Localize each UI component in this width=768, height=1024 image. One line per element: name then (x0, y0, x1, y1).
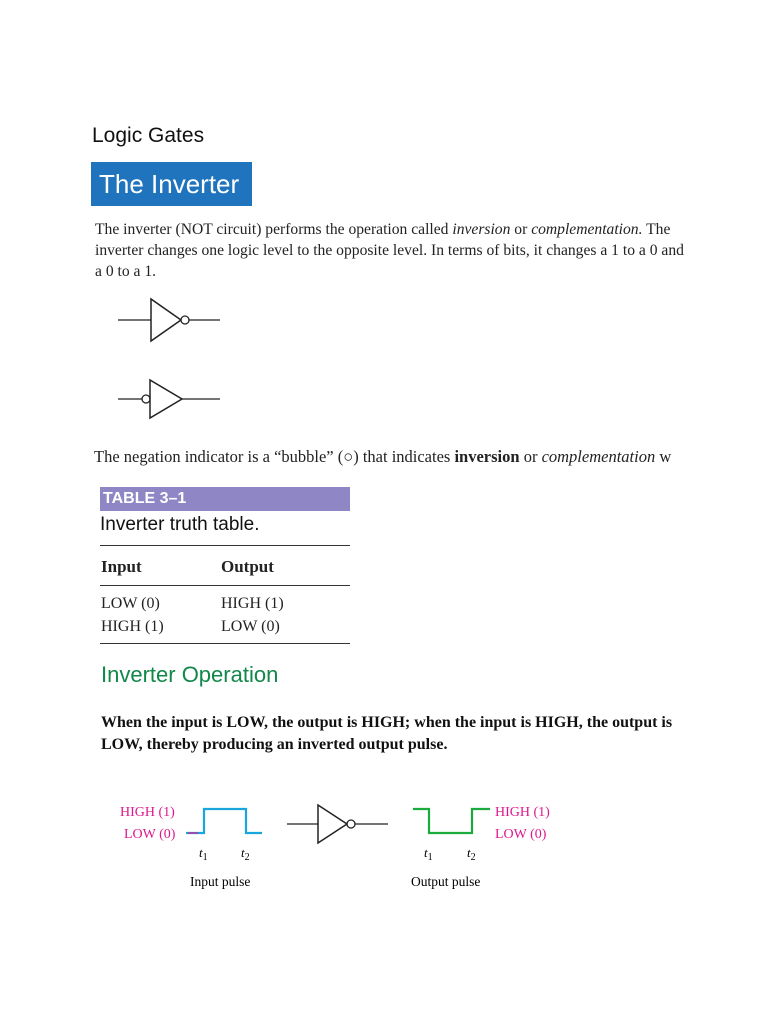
table-cell: HIGH (1) (221, 595, 284, 612)
table-top-rule (100, 545, 350, 546)
table-cell: HIGH (1) (101, 618, 164, 635)
input-pulse-caption: Input pulse (190, 874, 251, 889)
page-title: Logic Gates (92, 124, 205, 147)
input-t1-label: $t_1$ (199, 845, 208, 863)
output-high-label: HIGH (1) (495, 805, 550, 820)
intro-paragraph: The inverter (NOT circuit) performs the operation called inversion or complementation. The inverter changes one logic level to the opposite level. In terms of bits, it changes a 1 to a 0 and a 0 to a 1. (95, 221, 684, 280)
inverter-gate-icon (287, 805, 388, 843)
inverter-symbol-output-bubble (115, 295, 225, 345)
table-header-rule (100, 585, 350, 586)
output-low-label: LOW (0) (495, 827, 547, 842)
input-pulse-waveform (186, 809, 262, 833)
table-caption: Inverter truth table. (100, 514, 260, 535)
inverter-operation-diagram (100, 795, 580, 900)
input-low-label: LOW (0) (124, 827, 176, 842)
section-heading: Inverter Operation (101, 662, 279, 687)
table-cell: LOW (0) (101, 595, 160, 612)
inverter-symbol-input-bubble (115, 377, 225, 423)
output-t2-label: $t_2$ (467, 845, 476, 863)
table-label: TABLE 3–1 (100, 487, 350, 511)
input-t2-label: $t_2$ (241, 845, 250, 863)
table-header-input: Input (101, 557, 142, 576)
table-bottom-rule (100, 643, 350, 644)
table-cell: LOW (0) (221, 618, 280, 635)
negation-indicator-text: The negation indicator is a “bubble” (○) that indicates inversion or complementation w (94, 447, 672, 466)
operation-statement: When the input is LOW, the output is HIGH; when the input is HIGH, the output is LOW, thereby producing an inverted output pulse. (101, 714, 673, 753)
output-pulse-waveform (413, 809, 490, 833)
section-banner: The Inverter (91, 162, 252, 206)
table-header-output: Output (221, 557, 274, 576)
input-high-label: HIGH (1) (120, 805, 175, 820)
output-t1-label: $t_1$ (424, 845, 433, 863)
output-pulse-caption: Output pulse (411, 874, 481, 889)
